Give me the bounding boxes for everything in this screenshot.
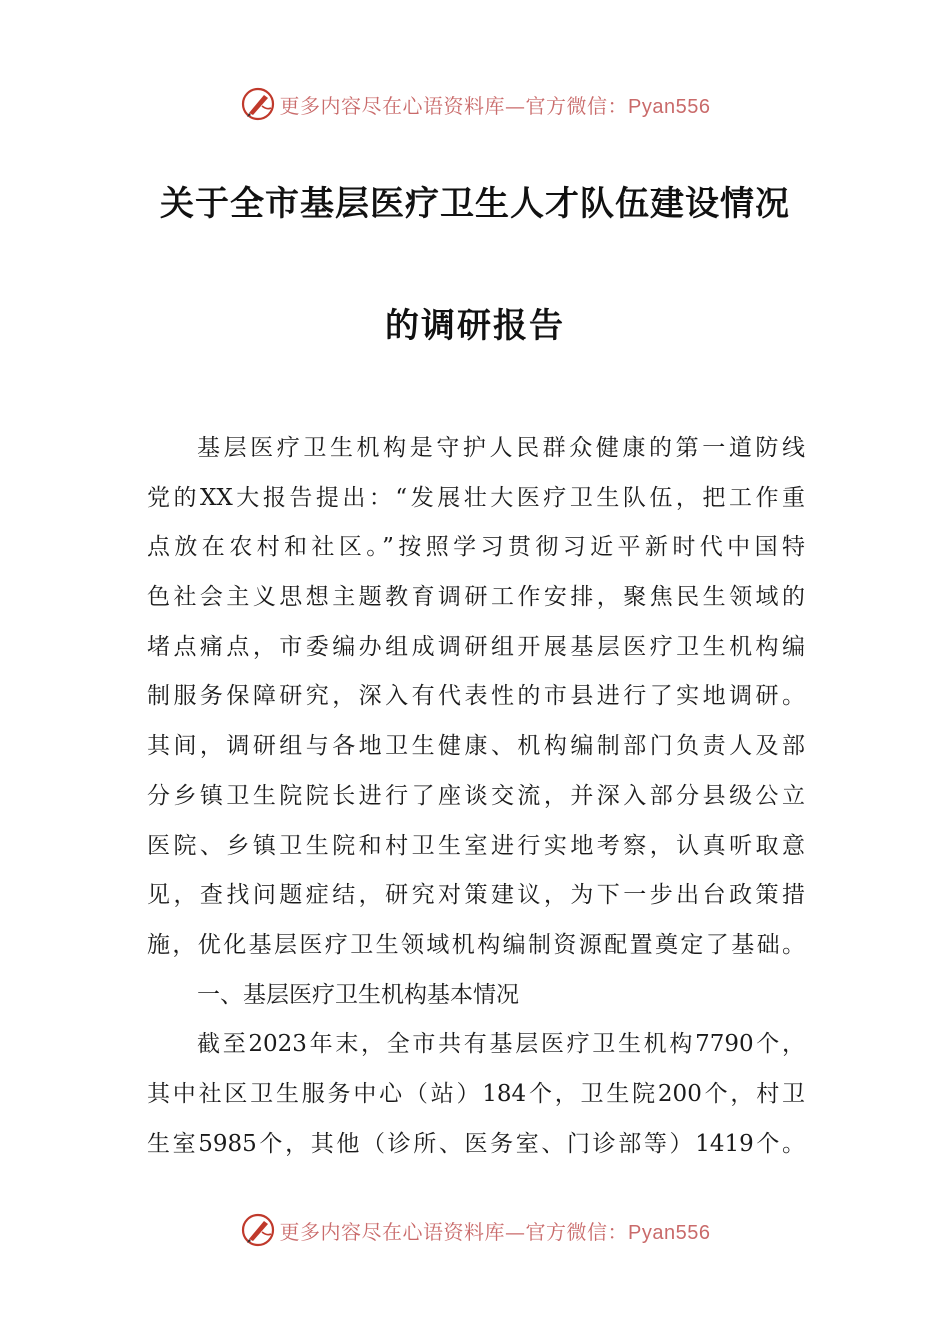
body-line: 截至2023年末，全市共有基层医疗卫生机构7790个， <box>197 1031 805 1058</box>
body-line: 分乡镇卫生院院长进行了座谈交流，并深入部分县级公立 <box>147 782 805 809</box>
wechat-id: Pyan556 <box>628 1221 711 1244</box>
pen-logo-icon <box>240 1212 276 1248</box>
body-line: 医院、乡镇卫生院和村卫生室进行实地考察，认真听取意 <box>147 832 805 859</box>
body-line: 堵点痛点，市委编办组成调研组开展基层医疗卫生机构编 <box>147 633 805 660</box>
body-line: 色社会主义思想主题教育调研工作安排，聚焦民生领域的 <box>147 584 805 611</box>
body-line: 生室5985个，其他（诊所、医务室、门诊部等）1419个。 <box>147 1130 805 1157</box>
watermark-text: 更多内容尽在心语资料库—官方微信：Pyan556 <box>279 93 711 118</box>
document-title-line-1: 关于全市基层医疗卫生人才队伍建设情况 <box>160 184 790 224</box>
watermark-header <box>0 84 950 124</box>
body-line: 党的XX大报告提出：“发展壮大医疗卫生队伍，把工作重 <box>147 484 805 511</box>
body-line: 见，查找问题症结，研究对策建议，为下一步出台政策措 <box>147 882 805 909</box>
section-heading: 一、基层医疗卫生机构基本情况 <box>197 981 519 1008</box>
body-line: 基层医疗卫生机构是守护人民群众健康的第一道防线 <box>197 435 805 461</box>
document-title-line-2: 的调研报告 <box>385 306 565 346</box>
wechat-id: Pyan556 <box>628 95 711 118</box>
watermark-footer <box>0 1210 950 1250</box>
watermark-text: 更多内容尽在心语资料库—官方微信：Pyan556 <box>279 1219 711 1244</box>
document-body <box>147 424 805 1169</box>
pen-logo-icon <box>240 86 276 122</box>
body-line: 制服务保障研究，深入有代表性的市县进行了实地调研。 <box>147 683 805 710</box>
body-line: 其中社区卫生服务中心（站）184个，卫生院200个，村卫 <box>147 1080 805 1107</box>
body-line: 点放在农村和社区。”按照学习贯彻习近平新时代中国特 <box>147 534 805 561</box>
body-line: 施，优化基层医疗卫生领域机构编制资源配置奠定了基础。 <box>147 931 805 958</box>
body-line: 其间，调研组与各地卫生健康、机构编制部门负责人及部 <box>147 733 805 760</box>
